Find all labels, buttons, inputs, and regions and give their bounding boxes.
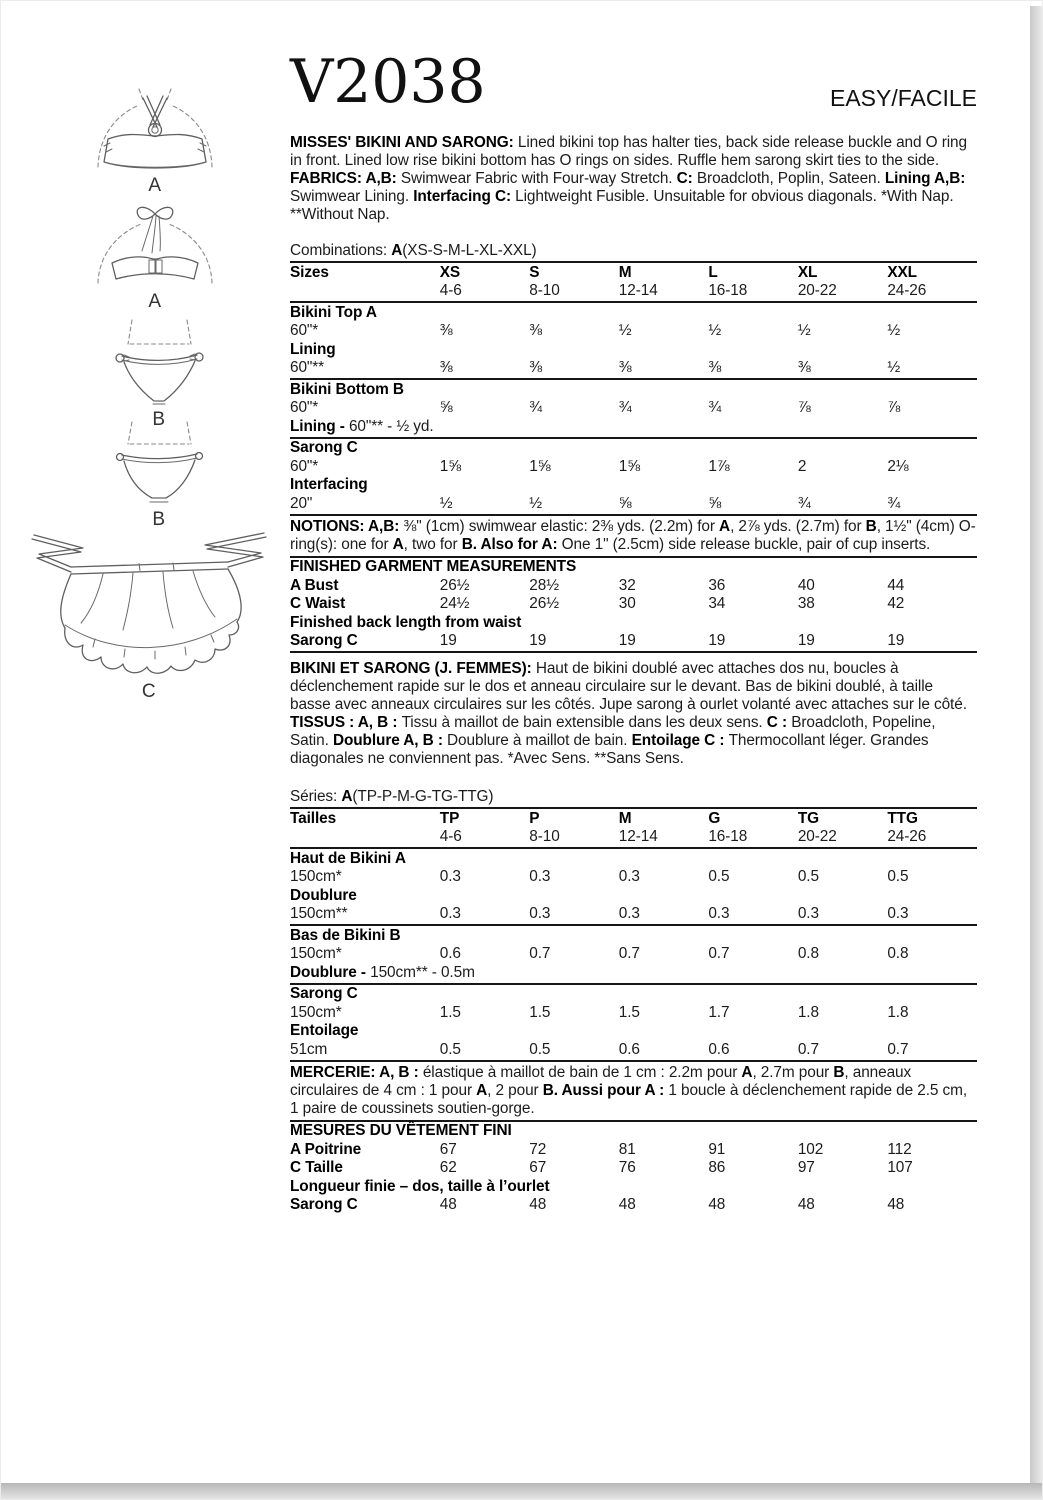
text-segment: A xyxy=(741,1063,753,1081)
figure-label: A xyxy=(148,291,162,312)
text-segment: Swimwear Fabric with Four-way Stretch. xyxy=(400,170,677,187)
row-value: 0.6 xyxy=(708,1040,730,1058)
row-value: 34 xyxy=(708,595,726,612)
text-segment: B. Aussi pour A : xyxy=(542,1081,669,1099)
row-value: ⅜ xyxy=(529,322,543,339)
row-value: 48 xyxy=(708,1196,726,1213)
row-value: 42 xyxy=(887,595,905,612)
mercerie-text xyxy=(290,1064,977,1118)
yardage-table-fr xyxy=(290,807,977,1062)
row-value: ¾ xyxy=(708,399,722,416)
table-section-row xyxy=(290,1178,977,1197)
row-value: XS xyxy=(439,263,461,281)
row-value: ⅞ xyxy=(887,399,901,416)
text-segment: B xyxy=(865,517,877,535)
envelope-bottom-shadow xyxy=(1,1483,1043,1500)
text-segment: (XS-S-M-L-XL-XXL) xyxy=(402,242,537,259)
row-value: S xyxy=(529,263,540,281)
row-value: 81 xyxy=(618,1140,636,1158)
text-segment: , 2 pour xyxy=(487,1081,543,1099)
table-row xyxy=(290,322,977,341)
row-label: 150cm* xyxy=(290,868,342,885)
table-row xyxy=(290,1196,977,1215)
row-value: ⅜ xyxy=(797,359,811,376)
row-value: G xyxy=(708,809,721,827)
text-segment: Lined bikini top has halter ties, back side release buckle and O ring in front. Lined low rise bikini bottom has O rings on sides. Ruffle hem sarong skirt ties to the side. xyxy=(290,134,967,169)
text-segment: Finished back length from waist xyxy=(290,613,522,631)
row-value: 19 xyxy=(439,632,457,649)
text-segment: TISSUS : A, B : xyxy=(290,714,402,731)
row-value: 67 xyxy=(529,1159,547,1176)
text-segment: , anneaux circulaires de 4 cm : 1 pour xyxy=(290,1063,912,1099)
figure-label: C xyxy=(141,681,157,702)
row-value: 97 xyxy=(797,1159,815,1176)
envelope-right-edge xyxy=(1030,6,1043,1500)
table-rule xyxy=(290,514,977,516)
table-section-row xyxy=(290,476,977,495)
row-value: 0.5 xyxy=(887,868,909,885)
text-segment: , 1½" (4cm) O-ring(s): one for xyxy=(290,517,976,553)
row-value: 12-14 xyxy=(618,828,658,845)
text-segment: , 2⅞ yds. (2.7m) for xyxy=(730,517,866,535)
bikini-bottom-back-drawing xyxy=(113,419,205,505)
table-row xyxy=(290,577,977,596)
text-segment: Bikini Top A xyxy=(290,303,377,321)
row-value: 1.5 xyxy=(618,1003,640,1021)
row-value: ½ xyxy=(797,322,811,339)
text-segment: 1 boucle à déclenchement rapide de 2.5 cm, 1 paire de coussinets soutien-gorge. xyxy=(290,1081,968,1117)
table-row xyxy=(290,1141,977,1160)
text-segment: FINISHED GARMENT MEASUREMENTS xyxy=(290,558,577,575)
text-segment: C: xyxy=(676,170,697,187)
row-value: 0.5 xyxy=(708,868,730,885)
text-segment: A xyxy=(341,788,353,805)
text-segment: A xyxy=(476,1081,488,1099)
text-segment: élastique à maillot de bain de 1 cm : 2.2m pour xyxy=(422,1063,742,1081)
bikini-top-front-drawing xyxy=(89,85,221,171)
text-segment: Bas de Bikini B xyxy=(290,926,401,944)
row-label: C Waist xyxy=(290,595,346,612)
row-label: Tailles xyxy=(290,809,337,827)
text-segment: Lining - xyxy=(290,417,349,435)
row-value: 91 xyxy=(708,1140,726,1158)
row-value: 12-14 xyxy=(618,282,658,299)
row-value: 38 xyxy=(797,595,815,612)
text-segment: Entoilage xyxy=(290,1022,359,1039)
text-segment: Sarong C xyxy=(290,439,358,456)
title-bar xyxy=(290,47,977,129)
text-segment: A xyxy=(392,535,404,553)
bikini-top-back-drawing xyxy=(89,199,221,287)
text-segment: NOTIONS: A,B: xyxy=(290,517,404,535)
row-value: 0.6 xyxy=(618,1040,640,1058)
pattern-number: V2038 xyxy=(290,47,486,117)
row-value: 1.7 xyxy=(708,1003,730,1021)
finished-measurements-fr xyxy=(290,1120,977,1215)
text-segment: Lightweight Fusible. Unsuitable for obvious diagonals. *With Nap. **Without Nap. xyxy=(290,188,954,223)
row-label: 51cm xyxy=(290,1040,328,1058)
row-value: 112 xyxy=(887,1140,912,1158)
text-segment: Lining A,B: xyxy=(884,170,966,187)
row-value: 19 xyxy=(708,632,726,649)
row-value: 72 xyxy=(529,1140,547,1158)
row-value: 16-18 xyxy=(708,282,748,299)
row-value: XL xyxy=(797,263,818,281)
text-segment: (TP-P-M-G-TG-TTG) xyxy=(352,788,494,805)
text-segment: FABRICS: A,B: xyxy=(290,170,401,187)
table-section-row xyxy=(290,614,977,633)
text-segment: MESURES DU VÊTEMENT FINI xyxy=(290,1122,512,1139)
row-value: ¾ xyxy=(887,494,901,512)
row-label: 60"** xyxy=(290,359,325,376)
table-row xyxy=(290,828,977,847)
row-label: 20" xyxy=(290,494,313,512)
row-value: ½ xyxy=(529,494,543,512)
row-value: 36 xyxy=(708,576,726,594)
table-row xyxy=(290,595,977,614)
row-value: 102 xyxy=(797,1140,824,1158)
row-label: Sarong C xyxy=(290,1196,358,1213)
row-value: 48 xyxy=(797,1196,815,1213)
table-row xyxy=(290,1004,977,1023)
row-value: ¾ xyxy=(529,399,543,416)
row-value: 0.5 xyxy=(797,868,819,885)
row-value: ¾ xyxy=(797,494,811,512)
row-value: 0.3 xyxy=(529,905,551,922)
table-section-row xyxy=(290,439,977,458)
row-value: 40 xyxy=(797,576,815,594)
text-segment: A xyxy=(719,517,731,535)
bikini-bottom-front-illustration xyxy=(113,317,205,431)
text-segment: Doublure xyxy=(290,886,357,904)
text-segment: Swimwear Lining. xyxy=(290,188,414,205)
text-segment: Broadcloth, Popeline, Satin. xyxy=(290,714,936,749)
row-value: 0.3 xyxy=(439,905,461,922)
row-value: 0.7 xyxy=(797,1040,819,1058)
row-value: 24-26 xyxy=(887,828,927,845)
content-flow xyxy=(290,242,977,1215)
text-segment: 60"** - ½ yd. xyxy=(348,417,434,435)
row-label: 60"* xyxy=(290,399,319,416)
figure-label: B xyxy=(152,509,166,530)
text-segment: MERCERIE: A, B : xyxy=(290,1063,423,1081)
row-value: 30 xyxy=(618,595,636,612)
text-segment: Haut de bikini doublé avec attaches dos nu, boucles à déclenchement rapide sur le dos et anneau circulaire sur le devant. Bas de bikini doublé, à taille basse avec anneaux circulaires sur les côtés. Jupe sarong à ourlet volanté avec attaches sur le côté. xyxy=(290,660,967,713)
row-value: 19 xyxy=(618,632,636,649)
row-value: 26½ xyxy=(439,576,470,594)
table-section-row xyxy=(290,850,977,869)
table-row xyxy=(290,632,977,651)
text-segment: Combinations: xyxy=(290,242,392,259)
row-value: TG xyxy=(797,809,820,827)
row-value: 1⅞ xyxy=(708,457,730,475)
table-row xyxy=(290,359,977,378)
row-value: 0.3 xyxy=(439,868,461,885)
series-line xyxy=(290,788,977,807)
text-segment: Tissu à maillot de bain extensible dans les deux sens. xyxy=(401,714,767,731)
text-segment: Sarong C xyxy=(290,985,358,1002)
row-label: 150cm* xyxy=(290,1003,342,1021)
text-segment: Interfacing C: xyxy=(413,188,516,205)
row-value: 1.5 xyxy=(529,1003,551,1021)
row-value: ½ xyxy=(439,494,453,512)
text-segment: Bikini Bottom B xyxy=(290,380,404,398)
row-value: ⅜ xyxy=(618,359,632,376)
row-value: 1⅝ xyxy=(529,457,551,475)
row-value: ⅞ xyxy=(797,399,811,416)
text-segment: Doublure à maillot de bain. xyxy=(447,732,632,749)
row-value: ⅝ xyxy=(708,494,722,512)
row-value: TP xyxy=(439,809,460,827)
row-label: 60"* xyxy=(290,322,319,339)
row-label: 60"* xyxy=(290,457,319,475)
row-value: 0.8 xyxy=(887,945,909,962)
row-value: 1.8 xyxy=(797,1003,819,1021)
row-value: 67 xyxy=(439,1140,457,1158)
row-value: 86 xyxy=(708,1159,726,1176)
table-section-row xyxy=(290,418,977,437)
text-segment: , two for xyxy=(403,535,462,553)
row-value: 0.6 xyxy=(439,945,461,962)
finished-measurements-en xyxy=(290,556,977,654)
row-value: P xyxy=(529,809,540,827)
row-value: 19 xyxy=(529,632,547,649)
row-value: 0.3 xyxy=(529,868,551,885)
table-row xyxy=(290,810,977,829)
table-section-row xyxy=(290,1122,977,1141)
row-value: 4-6 xyxy=(439,282,462,299)
row-value: 16-18 xyxy=(708,828,748,845)
row-value: 20-22 xyxy=(797,282,837,299)
description-en xyxy=(290,134,977,224)
text-segment: B xyxy=(833,1063,845,1081)
row-value: 8-10 xyxy=(529,282,560,299)
text-segment: Entoilage C : xyxy=(631,732,729,749)
row-value: 107 xyxy=(887,1159,913,1176)
row-value: 24-26 xyxy=(887,282,927,299)
row-value: 1⅝ xyxy=(439,457,461,475)
row-value: 19 xyxy=(887,632,905,649)
row-value: L xyxy=(708,263,718,281)
row-value: ⅜ xyxy=(529,359,543,376)
row-value: 19 xyxy=(797,632,815,649)
bikini-bottom-back-illustration xyxy=(113,419,205,531)
table-row xyxy=(290,945,977,964)
difficulty-label: EASY/FACILE xyxy=(829,85,977,111)
table-section-row xyxy=(290,558,977,577)
row-value: 0.3 xyxy=(708,905,730,922)
row-label xyxy=(290,282,440,301)
table-rule xyxy=(290,1060,977,1062)
row-label: A Poitrine xyxy=(290,1140,362,1158)
table-rule xyxy=(290,651,977,653)
yardage-table-en xyxy=(290,261,977,516)
table-row xyxy=(290,264,977,283)
table-row xyxy=(290,495,977,514)
text-segment: Haut de Bikini A xyxy=(290,849,406,867)
text-segment: Lining xyxy=(290,340,336,358)
table-row xyxy=(290,458,977,477)
text-segment: Doublure - xyxy=(290,963,371,981)
row-value: 0.5 xyxy=(529,1040,551,1058)
row-value: ½ xyxy=(887,322,901,339)
row-value: 48 xyxy=(618,1196,636,1213)
row-value: 24½ xyxy=(439,595,470,612)
text-segment: Longueur finie – dos, taille à l’ourlet xyxy=(290,1177,550,1195)
row-value: 26½ xyxy=(529,595,559,612)
text-segment: C : xyxy=(766,714,792,731)
text-segment: ⅜" (1cm) swimwear elastic: 2⅜ yds. (2.2m) for xyxy=(403,517,720,535)
figure-label: A xyxy=(148,175,162,196)
text-segment: A xyxy=(391,242,403,259)
combinations-line xyxy=(290,242,977,261)
text-segment: Broadcloth, Poplin, Sateen. xyxy=(696,170,885,187)
row-value: ½ xyxy=(708,322,722,339)
table-section-row xyxy=(290,887,977,906)
table-section-row xyxy=(290,927,977,946)
row-value: ⅜ xyxy=(708,359,722,376)
row-value: ⅝ xyxy=(618,494,632,512)
row-value: 28½ xyxy=(529,576,559,594)
row-value: 0.7 xyxy=(618,945,640,962)
row-value: 76 xyxy=(618,1159,636,1176)
table-row xyxy=(290,868,977,887)
row-value: 0.3 xyxy=(618,905,640,922)
row-value: 0.5 xyxy=(439,1040,461,1058)
row-value: 0.3 xyxy=(618,868,640,885)
row-value: 0.7 xyxy=(708,945,730,962)
table-section-row xyxy=(290,381,977,400)
text-segment: Interfacing xyxy=(290,476,368,493)
text-segment: BIKINI ET SARONG (J. FEMMES): xyxy=(290,660,536,677)
row-value: 32 xyxy=(618,576,636,594)
table-row xyxy=(290,282,977,301)
row-value: M xyxy=(618,263,632,281)
row-value: 2⅛ xyxy=(887,457,909,475)
row-value: ⅜ xyxy=(439,322,453,339)
text-segment: , 2.7m pour xyxy=(752,1063,834,1081)
sarong-illustration xyxy=(25,527,273,703)
text-segment: Doublure A, B : xyxy=(332,732,448,749)
table-section-row xyxy=(290,1022,977,1041)
row-label: 150cm** xyxy=(290,905,348,922)
table-row xyxy=(290,905,977,924)
row-value: 62 xyxy=(439,1159,457,1176)
row-label: C Taille xyxy=(290,1159,343,1176)
row-value: 2 xyxy=(797,457,807,475)
notions-text xyxy=(290,518,977,554)
row-value: 4-6 xyxy=(439,828,462,845)
bikini-bottom-front-drawing xyxy=(113,317,205,405)
row-value: 48 xyxy=(529,1196,547,1213)
row-value: ½ xyxy=(618,322,632,339)
row-label: Sizes xyxy=(290,263,329,281)
text-segment: B. Also for A: xyxy=(461,535,562,553)
text-segment: MISSES' BIKINI AND SARONG: xyxy=(290,134,518,151)
bikini-top-back-illustration xyxy=(89,199,221,313)
row-label: A Bust xyxy=(290,576,339,594)
row-value: M xyxy=(618,809,632,827)
text-segment: Séries: xyxy=(290,788,342,805)
row-value: 0.8 xyxy=(797,945,819,962)
row-value: 20-22 xyxy=(797,828,837,845)
row-label xyxy=(290,828,440,847)
row-value: 0.3 xyxy=(797,905,819,922)
row-value: ⅜ xyxy=(439,359,453,376)
row-value: 44 xyxy=(887,576,905,594)
text-segment: Thermocollant léger. Grandes diagonales ne conviennent pas. *Avec Sens. **Sans Sens. xyxy=(290,732,929,767)
row-label: Sarong C xyxy=(290,632,358,649)
table-row xyxy=(290,1159,977,1178)
table-row xyxy=(290,399,977,418)
row-label: 150cm* xyxy=(290,945,342,962)
row-value: ½ xyxy=(887,359,901,376)
row-value: 0.7 xyxy=(529,945,551,962)
row-value: 1.8 xyxy=(887,1003,909,1021)
row-value: TTG xyxy=(887,809,918,827)
row-value: 1⅝ xyxy=(618,457,640,475)
figure-label: B xyxy=(152,409,166,430)
table-section-row xyxy=(290,985,977,1004)
row-value: 0.3 xyxy=(887,905,909,922)
table-row xyxy=(290,1041,977,1060)
row-value: 48 xyxy=(439,1196,457,1213)
row-value: 1.5 xyxy=(439,1003,461,1021)
row-value: ⅝ xyxy=(439,399,453,416)
bikini-top-front-illustration xyxy=(89,85,221,197)
text-segment: 150cm** - 0.5m xyxy=(370,963,475,981)
row-value: 8-10 xyxy=(529,828,560,845)
sarong-drawing xyxy=(25,527,273,677)
table-section-row xyxy=(290,964,977,983)
row-value: XXL xyxy=(887,263,917,281)
table-section-row xyxy=(290,304,977,323)
description-fr xyxy=(290,660,977,768)
row-value: 0.7 xyxy=(887,1040,909,1058)
row-value: 48 xyxy=(887,1196,905,1213)
text-segment: One 1" (2.5cm) side release buckle, pair of cup inserts. xyxy=(561,535,931,553)
table-section-row xyxy=(290,341,977,360)
row-value: ¾ xyxy=(618,399,632,416)
